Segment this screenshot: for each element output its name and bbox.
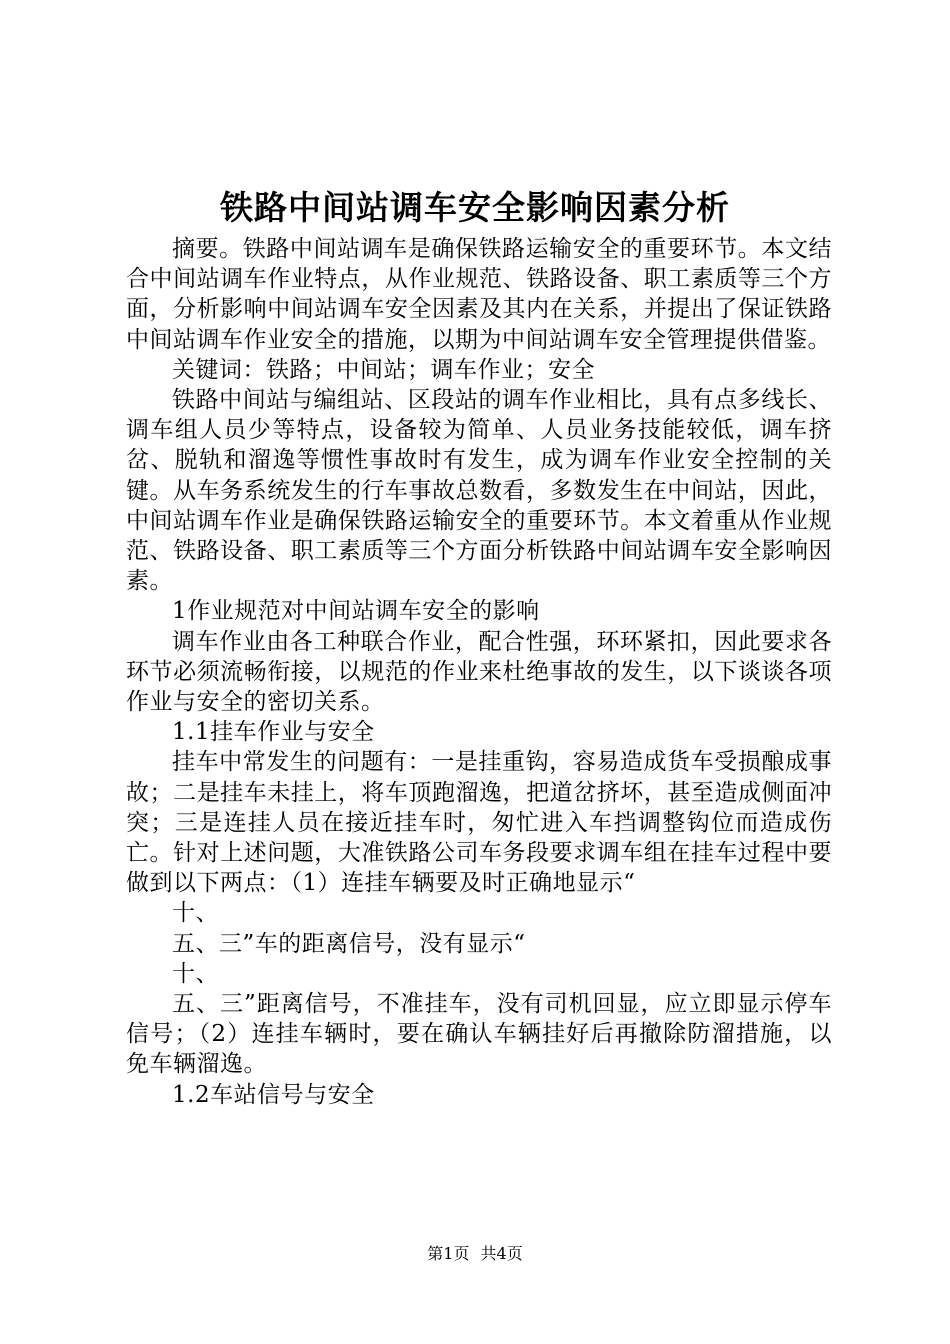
intro-paragraph: 铁路中间站与编组站、区段站的调车作业相比，具有点多线长、调车组人员少等特点，设备较为简单、人员业务技能较低，调车挤岔、脱轨和溜逸等惯性事故时有发生，成为调车作业安全控制的关键。从车务系统发生的行车事故总数看，多数发生在中间站，因此，中间站调车作业是确保铁路运输安全的重要环节。本文着重从作业规范、铁路设备、职工素质等三个方面分析铁路中间站调车安全影响因素。 [126, 387, 832, 595]
body-paragraph: 挂车中常发生的问题有：一是挂重钩，容易造成货车受损酿成事故；二是挂车未挂上，将车顶跑溜逸，把道岔挤坏，甚至造成侧面冲突；三是连挂人员在接近挂车时，匆忙进入车挡调整钩位而造成伤亡。针对上述问题，大准铁路公司车务段要求调车组在挂车过程中要做到以下两点：（1）连挂车辆要及时正确地显示“ [126, 749, 832, 897]
body-fragment: 十、 [172, 900, 219, 927]
section-heading: 1作业规范对中间站调车安全的影响 [172, 598, 540, 625]
body-fragment: 十、 [172, 960, 219, 987]
page-number: 第1页 [427, 1244, 470, 1263]
body-fragment: 五、三”车的距离信号，没有显示“ [172, 930, 526, 957]
subsection-heading: 1.2车站信号与安全 [172, 1081, 375, 1108]
keywords-paragraph: 关键词：铁路；中间站；调车作业；安全 [172, 356, 595, 383]
document-body [126, 234, 832, 1110]
body-paragraph: 调车作业由各工种联合作业，配合性强，环环紧扣，因此要求各环节必须流畅衔接，以规范的作业来杜绝事故的发生，以下谈谈各项作业与安全的密切关系。 [126, 628, 832, 716]
abstract-paragraph: 摘要。铁路中间站调车是确保铁路运输安全的重要环节。本文结合中间站调车作业特点，从作业规范、铁路设备、职工素质等三个方面，分析影响中间站调车安全因素及其内在关系，并提出了保证铁路中间站调车作业安全的措施，以期为中间站调车安全管理提供借鉴。 [126, 236, 832, 353]
subsection-heading: 1.1挂车作业与安全 [172, 719, 375, 746]
page-total: 共4页 [480, 1244, 523, 1263]
body-paragraph: 五、三”距离信号，不准挂车，没有司机回显，应立即显示停车信号；（2）连挂车辆时，要在确认车辆挂好后再撤除防溜措施，以免车辆溜逸。 [126, 991, 832, 1078]
document-title: 铁路中间站调车安全影响因素分析 [220, 188, 730, 227]
page-footer [0, 1244, 950, 1264]
